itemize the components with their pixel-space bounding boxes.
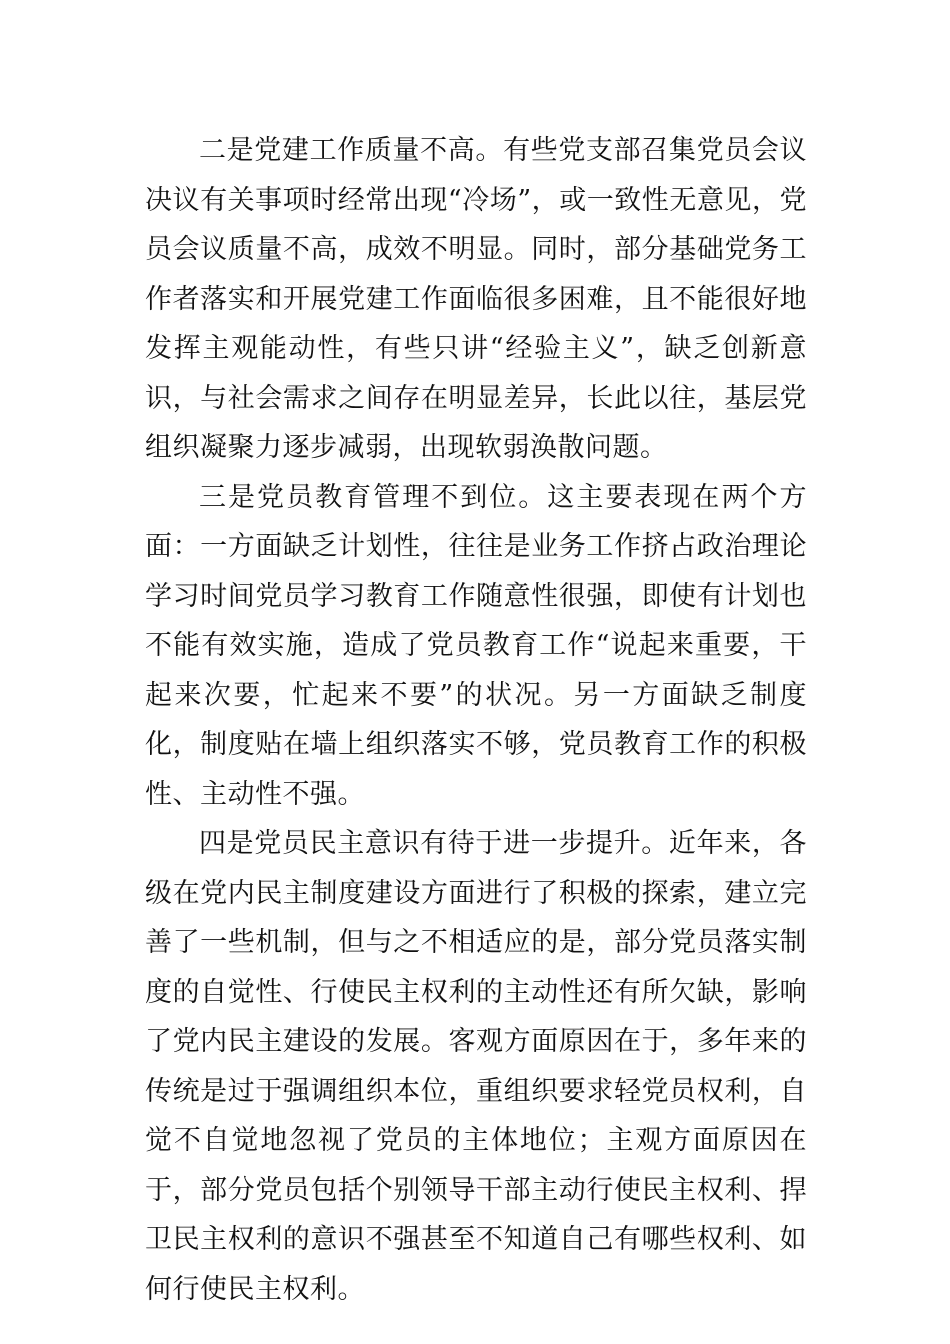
paragraph-quality-issue: 二是党建工作质量不高。有些党支部召集党员会议决议有关事项时经常出现“冷场”，或一致性无意见，党员会议质量不高，成效不明显。同时，部分基础党务工作者落实和开展党建工作面临很多困难，且不能很好地发挥主观能动性，有些只讲“经验主义”，缺乏创新意识，与社会需求之间存在明显差异，长此以往，基层党组织凝聚力逐步减弱，出现软弱涣散问题。	[145, 135, 807, 463]
document-body	[145, 126, 807, 1314]
paragraph-education-issue: 三是党员教育管理不到位。这主要表现在两个方面：一方面缺乏计划性，往往是业务工作挤占政治理论学习时间党员学习教育工作随意性很强，即使有计划也不能有效实施，造成了党员教育工作“说起来重要，干起来次要，忙起来不要”的状况。另一方面缺乏制度化，制度贴在墙上组织落实不够，党员教育工作的积极性、主动性不强。	[145, 481, 807, 810]
paragraph-democracy-issue: 四是党员民主意识有待于进一步提升。近年来，各级在党内民主制度建设方面进行了积极的探索，建立完善了一些机制，但与之不相适应的是，部分党员落实制度的自觉性、行使民主权利的主动性还有所欠缺，影响了党内民主建设的发展。客观方面原因在于，多年来的传统是过于强调组织本位，重组织要求轻党员权利，自觉不自觉地忽视了党员的主体地位；主观方面原因在于，部分党员包括个别领导干部主动行使民主权利、捍卫民主权利的意识不强甚至不知道自己有哪些权利、如何行使民主权利。	[145, 828, 807, 1305]
